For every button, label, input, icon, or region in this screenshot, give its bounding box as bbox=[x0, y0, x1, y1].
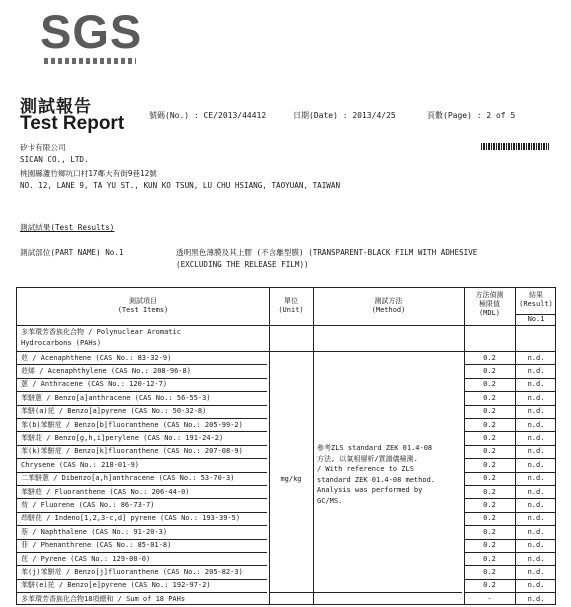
row-mdl: 0.2 bbox=[483, 581, 496, 590]
row-result: n.d. bbox=[527, 567, 545, 576]
method-line: standard ZEK 01.4-08 method. bbox=[317, 475, 436, 484]
row-result: n.d. bbox=[527, 594, 545, 603]
row-mdl: 0.2 bbox=[483, 380, 496, 389]
method-line: Analysis was performed by bbox=[317, 486, 423, 494]
report-page-label: 頁數(Page) bbox=[427, 111, 472, 120]
header-result-en: (Result) bbox=[519, 300, 553, 308]
method-line: GC/MS. bbox=[317, 496, 343, 505]
row-result: n.d. bbox=[527, 527, 545, 536]
row-mdl: 0.2 bbox=[483, 366, 496, 375]
row-item: 苯駢(a)芘 / Benzo[a]pyrene (CAS No.: 50-32-8) bbox=[21, 407, 207, 416]
part-label: 測試部位(PART NAME) No.1 bbox=[20, 248, 124, 257]
results-heading: 測試結果(Test Results) bbox=[20, 223, 115, 232]
row-mdl: 0.2 bbox=[483, 353, 496, 362]
header-unit bbox=[269, 297, 313, 315]
row-item: 萘 / Naphthalene (CAS No.: 91-20-3) bbox=[21, 527, 168, 536]
row-result: n.d. bbox=[527, 500, 545, 509]
row-item: 芴 / Fluorene (CAS No.: 86-73-7) bbox=[21, 500, 155, 509]
row-item: 苯駢蒽 / Benzo[a]anthracene (CAS No.: 56-55-3) bbox=[21, 393, 211, 402]
report-date-line: 日期(Date) : 2013/4/25 bbox=[293, 111, 396, 120]
row-item: 苯駢苝 / Benzo[g,h,i]perylene (CAS No.: 191-24-2) bbox=[21, 433, 224, 442]
sgs-logo-text: SGS bbox=[40, 5, 143, 58]
row-result: n.d. bbox=[527, 407, 545, 416]
header-result-no: No.1 bbox=[527, 315, 545, 323]
report-page: 2 of 5 bbox=[486, 111, 516, 120]
report-page-line: 頁數(Page) : 2 of 5 bbox=[427, 111, 516, 120]
row-result: n.d. bbox=[527, 353, 545, 362]
group-title-line2: Hydrocarbons (PAHs) bbox=[21, 339, 102, 347]
report-date-label: 日期(Date) bbox=[293, 111, 338, 120]
barcode bbox=[481, 143, 549, 150]
header-method-cn: 測試方法 bbox=[374, 297, 403, 305]
row-result: n.d. bbox=[527, 474, 545, 483]
row-mdl: 0.2 bbox=[483, 527, 496, 536]
header-method-en: (Method) bbox=[371, 306, 406, 314]
row-result: n.d. bbox=[527, 420, 545, 429]
row-result: n.d. bbox=[527, 514, 545, 523]
header-mdl-cn2: 極限值 bbox=[479, 300, 500, 308]
row-item: Chrysene (CAS No.: 218-01-9) bbox=[21, 460, 140, 469]
report-number: CE/2013/44412 bbox=[203, 111, 267, 120]
row-result: n.d. bbox=[527, 366, 545, 375]
row-result: n.d. bbox=[527, 554, 545, 563]
report-number-label: 號碼(No.) bbox=[149, 111, 190, 120]
header-mdl-en: (MDL) bbox=[478, 309, 501, 317]
header-unit-cn: 單位 bbox=[284, 297, 298, 305]
report-title-cn: 測試報告 bbox=[20, 97, 92, 117]
row-item: 苊 / Acenaphthene (CAS No.: 83-32-9) bbox=[21, 353, 172, 362]
row-item: 茚駢芘 / Indeno[1,2,3-c,d] pyrene (CAS No.: 193-39-5) bbox=[21, 514, 241, 523]
row-item: 芘 / Pyrene (CAS No.: 129-00-0) bbox=[21, 554, 151, 563]
row-item: 苯駢(e)芘 / Benzo[e]pyrene (CAS No.: 192-97-2) bbox=[21, 581, 211, 590]
group-title-line1: 多苯環芳香族化合物 / Polynuclear Aromatic bbox=[21, 328, 181, 336]
header-item-en: (Test Items) bbox=[117, 306, 169, 314]
row-item: 苯駢苊 / Fluoranthene (CAS No.: 206-44-0) bbox=[21, 487, 190, 496]
row-item: 多苯環芳香族化合物18項總和 / Sum of 18 PAHs bbox=[21, 594, 186, 603]
row-result: n.d. bbox=[527, 393, 545, 402]
row-mdl: 0.2 bbox=[483, 420, 496, 429]
sgs-logo bbox=[40, 5, 143, 64]
row-item: 苊烯 / Acenaphthylene (CAS No.: 208-96-8) bbox=[21, 366, 191, 375]
row-mdl: 0.2 bbox=[483, 487, 496, 496]
row-mdl: 0.2 bbox=[483, 500, 496, 509]
row-mdl: 0.2 bbox=[483, 447, 496, 456]
row-result: n.d. bbox=[527, 487, 545, 496]
row-item: 菲 / Phenanthrene (CAS No.: 85-01-8) bbox=[21, 541, 172, 550]
row-result: n.d. bbox=[527, 433, 545, 442]
part-name-line1: 透明黑色薄膜及其上膠 (不含離型膜) (TRANSPARENT-BLACK FILM WITH ADHESIVE bbox=[176, 248, 478, 257]
report-number-line: 號碼(No.) : CE/2013/44412 bbox=[149, 111, 267, 120]
header-method bbox=[313, 297, 464, 315]
row-mdl: 0.2 bbox=[483, 514, 496, 523]
row-mdl: 0.2 bbox=[483, 554, 496, 563]
header-mdl bbox=[464, 291, 515, 318]
row-mdl: 0.2 bbox=[483, 433, 496, 442]
part-name-line2: (EXCLUDING THE RELEASE FILM)) bbox=[176, 260, 309, 269]
client-name-en: SICAN CO., LTD. bbox=[20, 155, 89, 164]
row-item: 苯(b)苯駢苊 / Benzo[b]fluoranthene (CAS No.: 205-99-2) bbox=[21, 420, 243, 429]
row-item: 二苯駢蒽 / Dibenzo[a,h]anthracene (CAS No.: 53-70-3) bbox=[21, 474, 235, 483]
client-address-cn: 桃園縣蘆竹鄉坑口村17鄰大有街9巷12號 bbox=[20, 169, 157, 178]
report-date: 2013/4/25 bbox=[352, 111, 396, 120]
report-title-en: Test Report bbox=[20, 113, 125, 134]
row-item: 苯(j)苯駢苊 / Benzo[j]fluoranthene (CAS No.: 205-82-3) bbox=[21, 567, 243, 576]
logo-stripes bbox=[44, 58, 136, 64]
row-result: n.d. bbox=[527, 460, 545, 469]
row-result: n.d. bbox=[527, 581, 545, 590]
unit-value: mg/kg bbox=[280, 475, 302, 483]
row-mdl: 0.2 bbox=[483, 460, 496, 469]
row-item: 苯(k)苯駢苊 / Benzo[k]fluoranthene (CAS No.: 207-08-9) bbox=[21, 447, 243, 456]
header-result bbox=[515, 291, 557, 309]
row-result: n.d. bbox=[527, 380, 545, 389]
header-mdl-cn: 方法偵測 bbox=[475, 291, 504, 299]
header-unit-en: (Unit) bbox=[278, 306, 304, 314]
client-name-cn: 矽卡有限公司 bbox=[20, 143, 66, 152]
row-mdl: - bbox=[487, 594, 492, 603]
header-item-cn: 測試項目 bbox=[129, 297, 157, 305]
method-line: 方法, 以氣相層析/質譜儀檢測. bbox=[317, 454, 418, 463]
row-mdl: 0.2 bbox=[483, 393, 496, 402]
row-result: n.d. bbox=[527, 447, 545, 456]
header-item bbox=[17, 297, 269, 315]
row-mdl: 0.2 bbox=[483, 474, 496, 483]
header-result-cn: 結果 bbox=[529, 291, 543, 299]
row-result: n.d. bbox=[527, 541, 545, 550]
row-mdl: 0.2 bbox=[483, 567, 496, 576]
row-mdl: 0.2 bbox=[483, 541, 496, 550]
row-item: 蒽 / Anthracene (CAS No.: 120-12-7) bbox=[21, 380, 168, 389]
row-mdl: 0.2 bbox=[483, 407, 496, 416]
client-address-en: NO. 12, LANE 9, TA YU ST., KUN KO TSUN, LU CHU HSIANG, TAOYUAN, TAIWAN bbox=[20, 181, 341, 190]
method-line: 參考ZLS standard ZEK 01.4-08 bbox=[317, 444, 433, 452]
method-description bbox=[317, 443, 435, 506]
results-table bbox=[16, 287, 556, 605]
method-line: / With reference to ZLS bbox=[317, 465, 414, 473]
